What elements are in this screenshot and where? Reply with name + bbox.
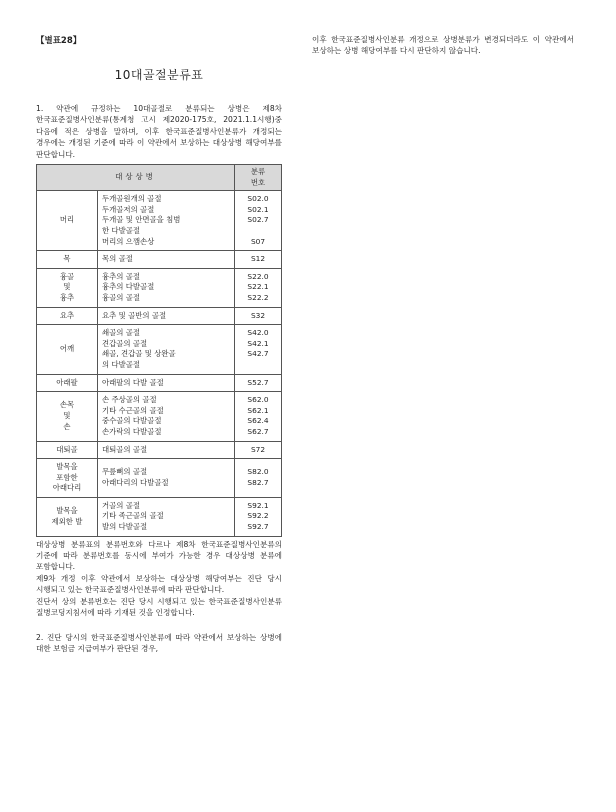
code-item: S02.0 <box>247 194 269 204</box>
header-code: 분류 번호 <box>235 165 282 191</box>
disease-item: 요추 및 골반의 골절 <box>102 310 167 320</box>
disease-item: 두개골 및 안면골을 침범 <box>102 215 181 225</box>
disease-item: 두개골저의 골절 <box>102 204 155 214</box>
disease-item: 흉골의 골절 <box>102 292 141 302</box>
disease-item: 한 다발골절 <box>102 226 141 235</box>
disease-item: 기타 수근골의 골절 <box>102 405 164 415</box>
row-region: 손목 및 손 <box>37 392 98 441</box>
disease-item: 두개골원개의 골절 <box>102 194 162 204</box>
row-disease-list <box>98 497 235 536</box>
table-row <box>37 392 282 441</box>
row-codes <box>235 497 282 536</box>
code-item: S02.1 <box>247 204 269 214</box>
row-codes <box>235 307 282 325</box>
table-row <box>37 497 282 536</box>
attachment-tag: 【별표28】 <box>36 36 82 46</box>
row-codes <box>235 459 282 498</box>
code-item: S92.1 <box>247 500 269 510</box>
code-item: S82.7 <box>247 477 269 487</box>
table-row <box>37 307 282 325</box>
code-item: S12 <box>250 254 266 264</box>
row-region: 어깨 <box>37 325 98 374</box>
continued-paragraph: 이후 한국표준질병사인분류 개정으로 상병분류가 변경되더라도 이 약관에서 보상하는 상병 해당여부를 다시 판단하지 않습니다. <box>312 35 574 56</box>
disease-item: 손가락의 다발골절 <box>102 426 162 436</box>
code-item: S82.0 <box>247 467 269 477</box>
fracture-classification-table <box>36 164 282 537</box>
code-item: S42.7 <box>247 349 269 359</box>
code-item <box>239 226 277 237</box>
document-title: 10대골절분류표 <box>114 68 204 82</box>
row-codes <box>235 251 282 269</box>
row-codes <box>235 268 282 307</box>
header-disease: 대상상병 <box>37 165 235 191</box>
intro-paragraph: 1. 약관에 규정하는 10대골절로 분류되는 상병은 제8차 한국표준질병사인분류(통계청 고시 제2020-175호, 2021.1.1시행)중 다음에 적은 상병을 말하며, 이후 한국표준질병사인분류가 개정되는 경우에는 개정된 기준에 따라 이 약관에서 보상하는 대상상병 해당여부를 판단합니다. <box>36 104 282 159</box>
disease-item: 흉추의 다발골절 <box>102 282 155 292</box>
row-region: 흉골 및 흉추 <box>37 268 98 307</box>
row-disease-list <box>98 374 235 392</box>
row-region: 발목을 제외한 발 <box>37 497 98 536</box>
row-disease-list <box>98 251 235 269</box>
disease-item: 아래팔의 다발 골절 <box>102 377 164 387</box>
table-row <box>37 251 282 269</box>
code-item: S52.7 <box>247 377 269 387</box>
note-3: 진단서 상의 분류번호는 진단 당시 시행되고 있는 한국표준질병사인분류 질병코딩지침서에 따라 기재된 것을 인정합니다. <box>36 596 282 618</box>
code-item: S07 <box>250 236 266 246</box>
code-item: S62.0 <box>247 395 269 405</box>
row-region: 아래팔 <box>37 374 98 392</box>
code-item: S22.1 <box>247 282 269 292</box>
code-item: S22.2 <box>247 292 269 302</box>
notes <box>36 539 282 619</box>
code-item: S22.0 <box>247 271 269 281</box>
code-item: S42.0 <box>247 328 269 338</box>
code-item: S62.7 <box>247 426 269 436</box>
row-disease-list <box>98 392 235 441</box>
row-codes <box>235 325 282 374</box>
code-item: S32 <box>250 310 266 320</box>
code-item: S72 <box>250 444 266 454</box>
table-row <box>37 191 282 251</box>
disease-item: 견갑골의 골절 <box>102 338 148 348</box>
row-codes <box>235 191 282 251</box>
code-item: S62.4 <box>247 416 269 426</box>
right-column <box>312 34 574 57</box>
row-codes <box>235 374 282 392</box>
disease-item: 거골의 골절 <box>102 500 141 510</box>
disease-item: 아래다리의 다발골절 <box>102 477 169 487</box>
code-item: S02.7 <box>247 215 269 225</box>
left-column <box>36 34 282 654</box>
table-header-row <box>37 165 282 191</box>
disease-item: 무릎뼈의 골절 <box>102 467 148 477</box>
table-row <box>37 459 282 498</box>
code-item <box>239 360 277 371</box>
table-row <box>37 441 282 459</box>
code-item: S92.2 <box>247 511 269 521</box>
row-codes <box>235 392 282 441</box>
row-disease-list <box>98 307 235 325</box>
disease-item: 쇄골, 견갑골 및 상완골 <box>102 349 176 359</box>
disease-item: 기타 족근골의 골절 <box>102 511 164 521</box>
table-row <box>37 268 282 307</box>
disease-item: 발의 다발골절 <box>102 522 148 532</box>
disease-item: 중수골의 다발골절 <box>102 416 162 426</box>
code-item: S62.1 <box>247 405 269 415</box>
disease-item: 쇄골의 골절 <box>102 328 141 338</box>
row-region: 대퇴골 <box>37 441 98 459</box>
row-region: 요추 <box>37 307 98 325</box>
section-2-paragraph: 2. 진단 당시의 한국표준질병사인분류에 따라 약관에서 보상하는 상병에 대한 보험금 지급여부가 판단된 경우, <box>36 632 282 653</box>
disease-item: 대퇴골의 골절 <box>102 444 148 454</box>
row-region: 발목을 포함한 아래다리 <box>37 459 98 498</box>
code-item: S42.1 <box>247 338 269 348</box>
row-disease-list <box>98 191 235 251</box>
row-disease-list <box>98 268 235 307</box>
disease-item: 목의 골절 <box>102 254 133 264</box>
code-item: S92.7 <box>247 522 269 532</box>
row-region: 목 <box>37 251 98 269</box>
table-body <box>37 191 282 536</box>
disease-item: 흉추의 골절 <box>102 271 141 281</box>
row-disease-list <box>98 325 235 374</box>
row-codes <box>235 441 282 459</box>
table-row <box>37 374 282 392</box>
disease-item: 머리의 으깸손상 <box>102 236 155 246</box>
row-disease-list <box>98 441 235 459</box>
disease-item: 의 다발골절 <box>102 359 141 369</box>
table-row <box>37 325 282 374</box>
note-1: 대상상병 분류표의 분류번호와 다르나 제8차 한국표준질병사인분류의 기준에 따라 분류번호를 동시에 부여가 가능한 경우 대상상병 분류에 포함합니다. <box>36 539 282 572</box>
note-2: 제9차 개정 이후 약관에서 보상하는 대상상병 해당여부는 진단 당시 시행되고 있는 한국표준질병사인분류에 따라 판단합니다. <box>36 573 282 595</box>
row-region: 머리 <box>37 191 98 251</box>
disease-item: 손 주상골의 골절 <box>102 395 157 405</box>
row-disease-list <box>98 459 235 498</box>
